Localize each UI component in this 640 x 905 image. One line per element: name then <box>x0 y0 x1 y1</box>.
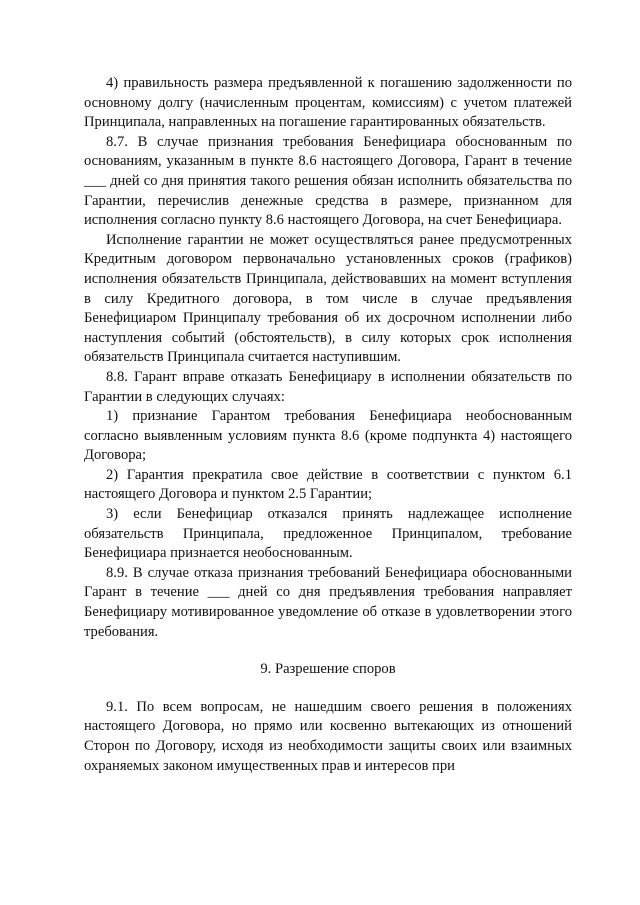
section-heading: 9. Разрешение споров <box>260 661 396 678</box>
paragraph-8-8-item-3: 3) если Бенефициар отказался принять надлежащее исполнение обязательств Принципала, предложенное Принципалом, требование Бенефициара признается необоснованным. <box>84 506 572 562</box>
paragraph-item-4: 4) правильность размера предъявленной к погашению задолженности по основному долгу (начисленным процентам, комиссиям) с учетом платежей Принципала, направленных на погашение гарантированных обязательств. <box>84 75 572 131</box>
paragraph-8-8: 8.8. Гарант вправе отказать Бенефициару в исполнении обязательств по Гарантии в следующих случаях: <box>84 368 572 405</box>
paragraph-8-8-item-1: 1) признание Гарантом требования Бенефициара необоснованным согласно выявленным условиям пункта 8.6 (кроме подпункта 4) настоящего Договора; <box>84 408 572 464</box>
paragraph-8-9: 8.9. В случае отказа признания требований Бенефициара обоснованными Гарант в течение ___ дней со дня предъявления требования направляет Бенефициару мотивированное уведомление об отказе в удовлетворении этого требования. <box>84 564 572 640</box>
paragraph-guarantee-execution: Исполнение гарантии не может осуществляться ранее предусмотренных Кредитным договором первоначально установленных сроков (графиков) исполнения обязательств Принципала, действовавших на момент вступления в силу Кредитного договора, в том числе в случае предъявления Бенефициаром Принципалу требования об их досрочном исполнении либо наступления событий (обстоятельств), в силу которых срок исполнения обязательств Принципала считается наступившим. <box>84 231 572 366</box>
document-body <box>84 74 572 776</box>
paragraph-8-7: 8.7. В случае признания требования Бенефициара обоснованным по основаниям, указанным в пункте 8.6 настоящего Договора, Гарант в течение ___ дней со дня принятия такого решения обязан исполнить обязательства по Гарантии, перечислив денежные средства в размере, признанном для исполнения согласно пункту 8.6 настоящего Договора, на счет Бенефициара. <box>84 133 572 229</box>
paragraph-8-8-item-2: 2) Гарантия прекратила свое действие в соответствии с пунктом 6.1 настоящего Договора и пунктом 2.5 Гарантии; <box>84 466 572 503</box>
paragraph-9-1: 9.1. По всем вопросам, не нашедшим своего решения в положениях настоящего Договора, но прямо или косвенно вытекающих из отношений Сторон по Договору, исходя из необходимости защиты своих или взаимных охраняемых законом имущественных прав и интересов при <box>84 698 572 774</box>
